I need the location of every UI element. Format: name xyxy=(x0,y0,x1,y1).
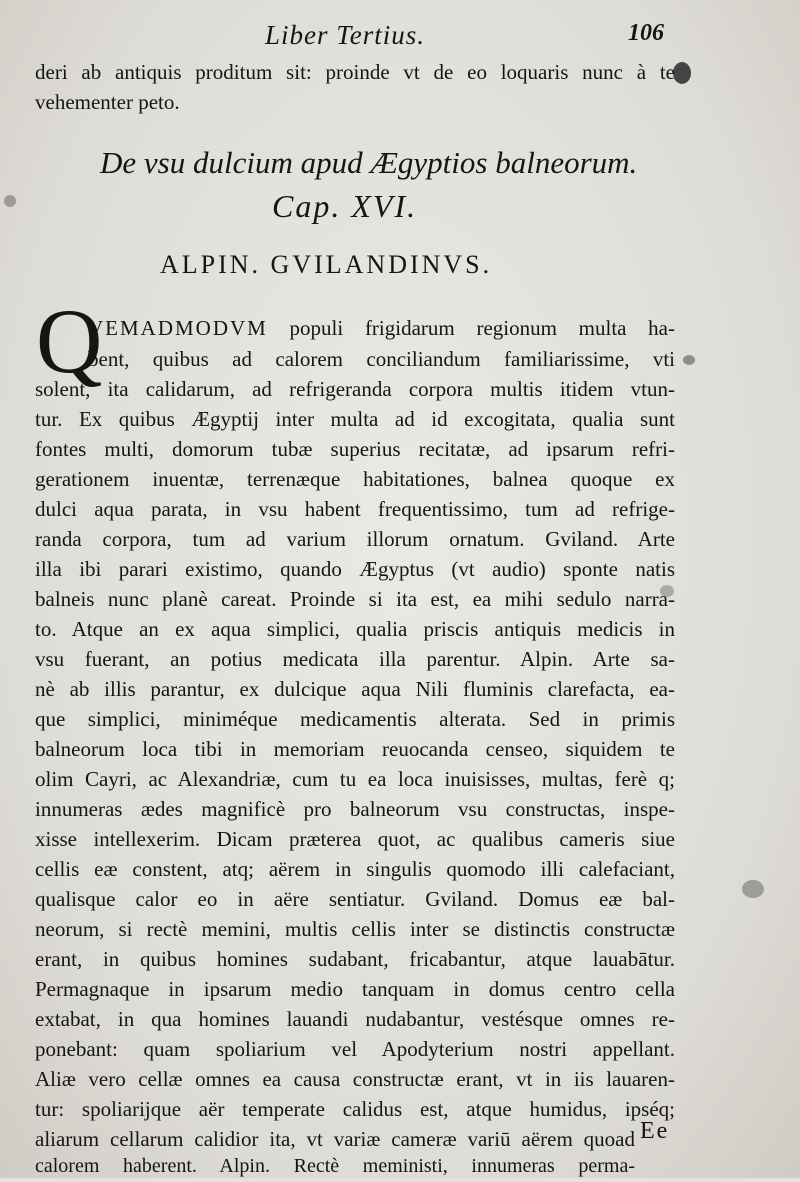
text-line: balneorum loca tibi in memoriam reuocanda censeo, siquidem te xyxy=(35,737,675,761)
text-line: Aliæ vero cellæ omnes ea causa constructæ erant, vt in iis lauaren- xyxy=(35,1067,675,1091)
text-line: cellis eæ constent, atq; aërem in singulis quomodo illi calefaciant, xyxy=(35,857,675,881)
catchword: Ee xyxy=(640,1118,670,1144)
chapter-number: Cap. XVI. xyxy=(272,188,418,224)
ink-blot xyxy=(4,195,16,207)
text-line: illa ibi parari existimo, quando Ægyptus (vt audio) sponte natis xyxy=(35,557,675,581)
text-line: vsu fuerant, an potius medicata illa parentur. Alpin. Arte sa- xyxy=(35,647,675,671)
drop-cap: Q xyxy=(36,290,103,392)
text-line: gerationem inuentæ, terrenæque habitationes, balnea quoque ex xyxy=(35,467,675,491)
text-line: qualisque calor eo in aëre sentiatur. Gviland. Domus eæ bal- xyxy=(35,887,675,911)
ink-blot xyxy=(683,355,695,365)
text-line: solent, ita calidarum, ad refrigeranda corpora multis itidem vtun- xyxy=(35,377,675,401)
ink-blot xyxy=(742,880,764,898)
text-line: nè ab illis parantur, ex dulcique aqua Nili fluminis clarefacta, ea- xyxy=(35,677,675,701)
text-line-rest: populi frigidarum regionum multa ha- xyxy=(267,316,675,340)
text-line: erant, in quibus homines sudabant, fricabantur, atque lauabātur. xyxy=(35,947,675,971)
text-line: fontes multi, domorum tubæ superius recitatæ, ad ipsarum refri- xyxy=(35,437,675,461)
interlocutors-heading: ALPIN. GVILANDINVS. xyxy=(160,250,493,279)
text-line: calorem haberent. Alpin. Rectè meministi, innumeras perma- xyxy=(35,1155,635,1177)
text-line xyxy=(88,312,675,344)
text-line: randa corpora, tum ad varium illorum ornatum. Gviland. Arte xyxy=(35,527,675,551)
text-line: aliarum cellarum calidior ita, vt variæ cameræ variū aërem quoad xyxy=(35,1127,635,1151)
text-line: olim Cayri, ac Alexandriæ, cum tu ea loca inuisisses, multas, ferè q; xyxy=(35,767,675,791)
text-line: to. Atque an ex aqua simplici, qualia priscis antiquis medicis in xyxy=(35,617,675,641)
text-line: extabat, in qua homines lauandi nudabantur, vestésque omnes re- xyxy=(35,1007,675,1031)
text-line: Permagnaque in ipsarum medio tanquam in domus centro cella xyxy=(35,977,675,1001)
running-title: Liber Tertius. xyxy=(265,20,426,50)
text-line: ponebant: quam spoliarium vel Apodyterium nostri appellant. xyxy=(35,1037,675,1061)
ink-blot xyxy=(673,62,691,84)
text-line: neorum, si rectè memini, multis cellis inter se distinctis constructæ xyxy=(35,917,675,941)
smallcaps-opening: VEMADMODVM xyxy=(88,316,268,340)
text-line: dulci aqua parata, in vsu habent frequentissimo, tum ad refrige- xyxy=(35,497,675,521)
text-line: vehementer peto. xyxy=(35,90,180,114)
chapter-title: De vsu dulcium apud Ægyptios balneorum. xyxy=(100,145,638,180)
text-line: deri ab antiquis proditum sit: proinde vt de eo loquaris nunc à te xyxy=(35,60,675,84)
text-line: tur. Ex quibus Ægyptij inter multa ad id excogitata, qualia sunt xyxy=(35,407,675,431)
page-number: 106 xyxy=(628,20,664,46)
text-line: innumeras ædes magnificè pro balneorum vsu constructas, inspe- xyxy=(35,797,675,821)
text-line: xisse intellexerim. Dicam præterea quot, ac qualibus cameris siue xyxy=(35,827,675,851)
text-line: tur: spoliarijque aër temperate calidus est, atque humidus, ipséq; xyxy=(35,1097,675,1121)
text-line: bent, quibus ad calorem conciliandum familiarissime, vti xyxy=(88,347,675,371)
text-line: balneis nunc planè careat. Proinde si ita est, ea mihi sedulo narra- xyxy=(35,587,675,611)
text-line: que simplici, miniméque medicamentis alterata. Sed in primis xyxy=(35,707,675,731)
